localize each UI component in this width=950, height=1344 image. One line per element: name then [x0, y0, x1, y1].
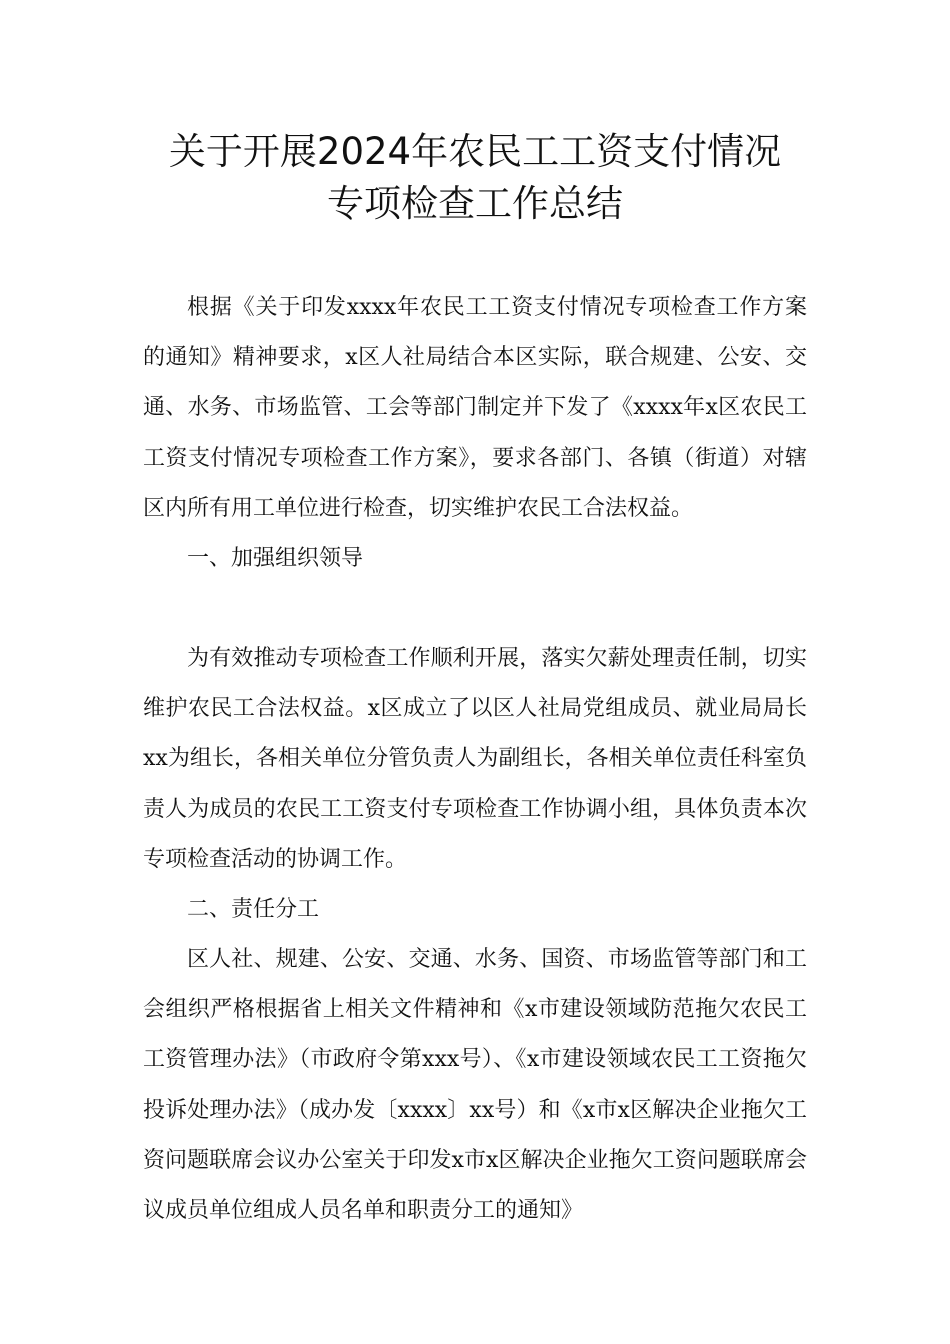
paragraph-responsibilities: 区人社、规建、公安、交通、水务、国资、市场监管等部门和工会组织严格根据省上相关文件精神和《x市建设领域防范拖欠农民工工资管理办法》（市政府令第xxx号）、《x市建设领域农民工工资拖欠投诉处理办法》（成办发〔xxxx〕xx号）和《x市x区解决企业拖欠工资问题联席会议办公室关于印发x市x区解决企业拖欠工资问题联席会议成员单位组成人员名单和职责分工的通知》 — [143, 947, 807, 1224]
document-title — [0, 126, 950, 230]
body-section-heading-1 — [143, 534, 807, 584]
paragraph-organization: 为有效推动专项检查工作顺利开展，落实欠薪处理责任制，切实维护农民工合法权益。x区成立了以区人社局党组成员、就业局局长xx为组长，各相关单位分管负责人为副组长，各相关单位责任科室负责人为成员的农民工工资支付专项检查工作协调小组，具体负责本次专项检查活动的协调工作。 — [143, 646, 807, 872]
body-section-heading-2 — [143, 885, 807, 935]
title-line-1: 关于开展2024年农民工工资支付情况 — [168, 130, 782, 173]
body-section-organization — [143, 634, 807, 885]
body-section-intro — [143, 283, 807, 534]
paragraph-intro: 根据《关于印发xxxx年农民工工资支付情况专项检查工作方案的通知》精神要求，x区人社局结合本区实际，联合规建、公安、交通、水务、市场监管、工会等部门制定并下发了《xxxx年x区农民工工资支付情况专项检查工作方案》，要求各部门、各镇（街道）对辖区内所有用工单位进行检查，切实维护农民工合法权益。 — [143, 295, 807, 521]
section-heading-organization: 一、加强组织领导 — [187, 546, 364, 571]
section-heading-responsibilities: 二、责任分工 — [187, 897, 320, 922]
body-section-responsibilities — [143, 935, 807, 1236]
title-line-2: 专项检查工作总结 — [327, 182, 623, 225]
